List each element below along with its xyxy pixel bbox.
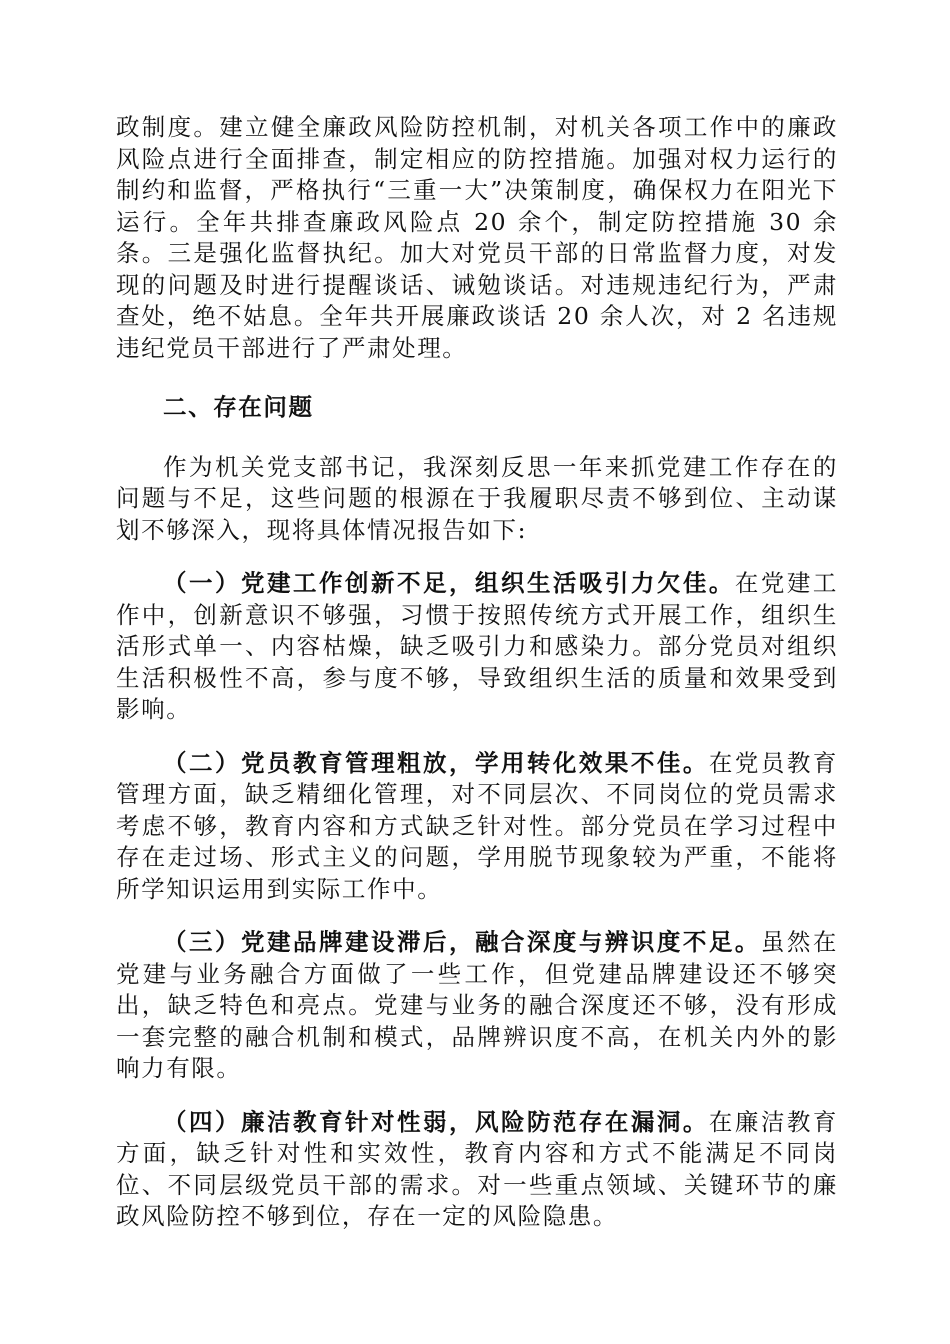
problem-item-1-body: 在党建工作中，创新意识不够强，习惯于按照传统方式开展工作，组织生活形式单一、内容枯燥，缺乏吸引力和感染力。部分党员对组织生活积极性不高，参与度不够，导致组织生活的质量和效果受到影响。: [116, 569, 838, 723]
paragraph-continuation: 政制度。建立健全廉政风险防控机制，对机关各项工作中的廉政风险点进行全面排查，制定相应的防控措施。加强对权力运行的制约和监督，严格执行“三重一大”决策制度，确保权力在阳光下运行。全年共排查廉政风险点 20 余个，制定防控措施 30 余条。三是强化监督执纪。加大对党员干部的日常监督力度，对发现的问题及时进行提醒谈话、诫勉谈话。对违规违纪行为，严肃查处，绝不姑息。全年共开展廉政谈话 20 余人次，对 2 名违规违纪党员干部进行了严肃处理。: [116, 113, 838, 362]
problem-item-3-lead: （三）党建品牌建设滞后，融合深度与辨识度不足。: [163, 928, 761, 956]
document-page: [116, 112, 838, 1233]
intro-paragraph: 作为机关党支部书记，我深刻反思一年来抓党建工作存在的问题与不足，这些问题的根源在于我履职尽责不够到位、主动谋划不够深入，现将具体情况报告如下:: [116, 452, 838, 544]
problem-item-1: [116, 568, 838, 726]
problem-item-3: [116, 927, 838, 1085]
problem-item-4: [116, 1107, 838, 1233]
problem-item-4-body: 在廉洁教育方面，缺乏针对性和实效性，教育内容和方式不能满足不同岗位、不同层级党员干部的需求。对一些重点领域、关键环节的廉政风险防控不够到位，存在一定的风险隐患。: [116, 1107, 839, 1230]
problem-item-2-body: 在党员教育管理方面，缺乏精细化管理，对不同层次、不同岗位的党员需求考虑不够，教育内容和方式缺乏针对性。部分党员在学习过程中存在走过场、形式主义的问题，学用脱节现象较为严重，不能将所学知识运用到实际工作中。: [116, 748, 839, 903]
problem-item-4-lead: （四）廉洁教育针对性弱，风险防范存在漏洞。: [163, 1107, 709, 1136]
problem-item-3-body: 虽然在党建与业务融合方面做了一些工作，但党建品牌建设还不够突出，缺乏特色和亮点。党建与业务的融合深度还不够，没有形成一套完整的融合机制和模式，品牌辨识度不高，在机关内外的影响力有限。: [116, 928, 838, 1082]
problem-item-2-lead: （二）党员教育管理粗放，学用转化效果不佳。: [163, 748, 709, 777]
section-heading: 二、存在问题: [163, 393, 314, 421]
problem-item-1-lead: （一）党建工作创新不足，组织生活吸引力欠佳。: [163, 569, 735, 597]
problem-item-2: [116, 748, 838, 906]
